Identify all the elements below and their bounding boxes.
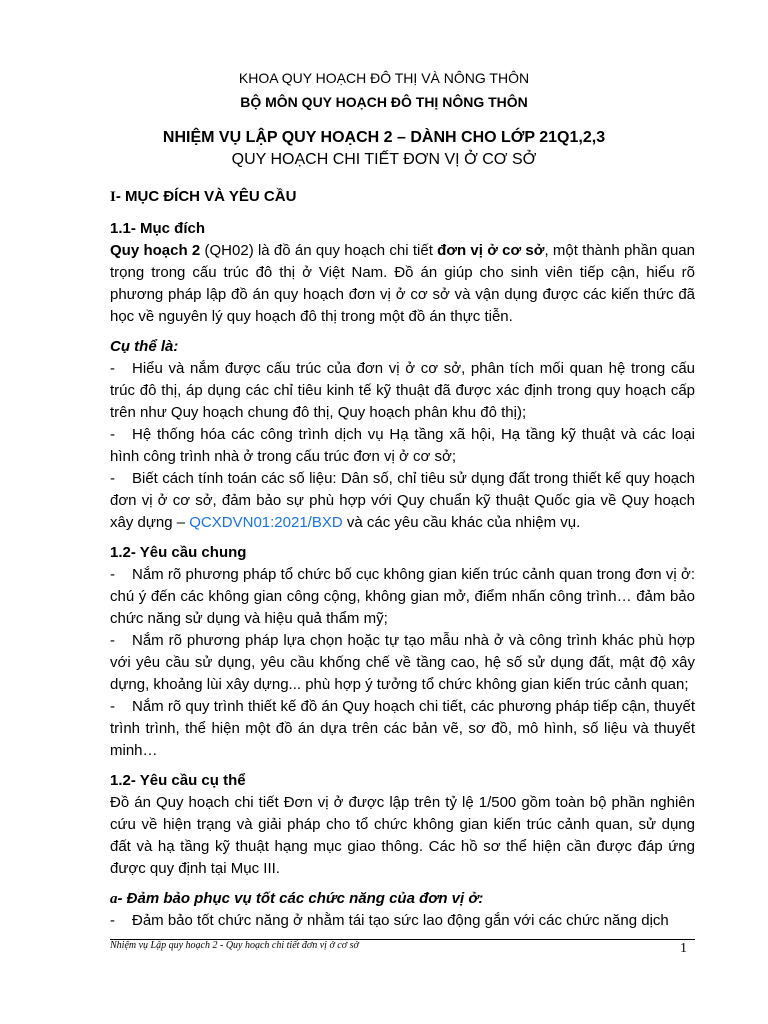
department-name: BỘ MÔN QUY HOẠCH ĐÔ THỊ NÔNG THÔN: [240, 94, 528, 110]
list-item: - Biết cách tính toán các số liệu: Dân số, chỉ tiêu sử dụng đất trong thiết kế quy hoạch đơn vị ở cơ sở, đảm bảo sự phù hợp với Quy chuẩn kỹ thuật Quốc gia về Quy hoạch xây dựng – QCXDVN01:2021/BXD và các yêu cầu khác của nhiệm vụ.: [110, 470, 695, 531]
section-1-3-heading: 1.2- Yêu cầu cụ thể: [110, 772, 246, 789]
section-1-heading: I- MỤC ĐÍCH VÀ YÊU CẦU: [110, 188, 297, 205]
faculty-name: KHOA QUY HOẠCH ĐÔ THỊ VÀ NÔNG THÔN: [238, 70, 530, 86]
list-item: - Nắm rõ quy trình thiết kế đồ án Quy hoạch chi tiết, các phương pháp tiếp cận, thuyết trình trình, thể hiện một đồ án dựa trên các bản vẽ, sơ đồ, mô hình, số liệu và thuyết minh…: [110, 698, 695, 759]
list-item: - Nắm rõ phương pháp lựa chọn hoặc tự tạo mẫu nhà ở và công trình khác phù hợp với yêu cầu sử dụng, yêu cầu khống chế về tầng cao, hệ số sử dụng đất, mật độ xây dựng, khoảng lùi xây dựng... phù hợp ý tưởng tổ chức không gian kiến trúc cảnh quan;: [110, 632, 695, 693]
detail-label: Cụ thể là:: [110, 338, 179, 355]
section-1-1-heading: 1.1- Mục đích: [110, 220, 206, 237]
section-1-1-paragraph: Quy hoạch 2 (QH02) là đồ án quy hoạch chi tiết đơn vị ở cơ sở, một thành phần quan trọng trong cấu trúc đô thị ở Việt Nam. Đồ án giúp cho sinh viên tiếp cận, hiểu rõ phương pháp lập đồ án quy hoạch đơn vị ở cơ sở và vận dụng được các kiến thức đã học về nguyên lý quy hoạch đô thị trong một đồ án thực tiễn.: [110, 242, 695, 325]
document-body: [110, 186, 695, 932]
page-number: 1: [680, 941, 687, 956]
footer-text: Nhiệm vụ Lập quy hoạch 2 - Quy hoạch chi tiết đơn vị ở cơ sở: [110, 940, 359, 951]
list-item: - Hiểu và nắm được cấu trúc của đơn vị ở cơ sở, phân tích mối quan hệ trong cấu trúc đô thị, áp dụng các chỉ tiêu kinh tế kỹ thuật đã được xác định trong quy hoạch cấp trên như Quy hoạch chung đô thị, Quy hoạch phân khu đô thị);: [110, 360, 695, 421]
regulation-link[interactable]: QCXDVN01:2021/BXD: [189, 514, 343, 531]
section-1-2-heading: 1.2- Yêu cầu chung: [110, 544, 247, 561]
document-title: NHIỆM VỤ LẬP QUY HOẠCH 2 – DÀNH CHO LỚP 21Q1,2,3: [162, 129, 606, 146]
list-item: - Đảm bảo tốt chức năng ở nhằm tái tạo sức lao động gắn với các chức năng dịch: [110, 912, 669, 929]
subsection-a-heading: a- Đảm bảo phục vụ tốt các chức năng của đơn vị ở:: [110, 890, 484, 907]
section-1-3-paragraph: Đồ án Quy hoạch chi tiết Đơn vị ở được lập trên tỷ lệ 1/500 gồm toàn bộ phần nghiên cứu về hiện trạng và giải pháp cho tổ chức không gian kiến trúc cảnh quan, sử dụng đất và hạ tầng kỹ thuật hạng mục giao thông. Các hồ sơ thể hiện cần được đáp ứng được quy định tại Mục III.: [110, 794, 695, 877]
document-subtitle: QUY HOẠCH CHI TIẾT ĐƠN VỊ Ở CƠ SỞ: [231, 151, 537, 168]
list-item: - Hệ thống hóa các công trình dịch vụ Hạ tầng xã hội, Hạ tầng kỹ thuật và các loại hình công trình nhà ở trong cấu trúc đơn vị ở cơ sở;: [110, 426, 695, 465]
list-item: - Nắm rõ phương pháp tổ chức bố cục không gian kiến trúc cảnh quan trong đơn vị ở: chú ý đến các không gian công cộng, không gian mở, điểm nhấn công trình… đảm bảo chức năng sử dụng và hiệu quả thẩm mỹ;: [110, 566, 695, 627]
